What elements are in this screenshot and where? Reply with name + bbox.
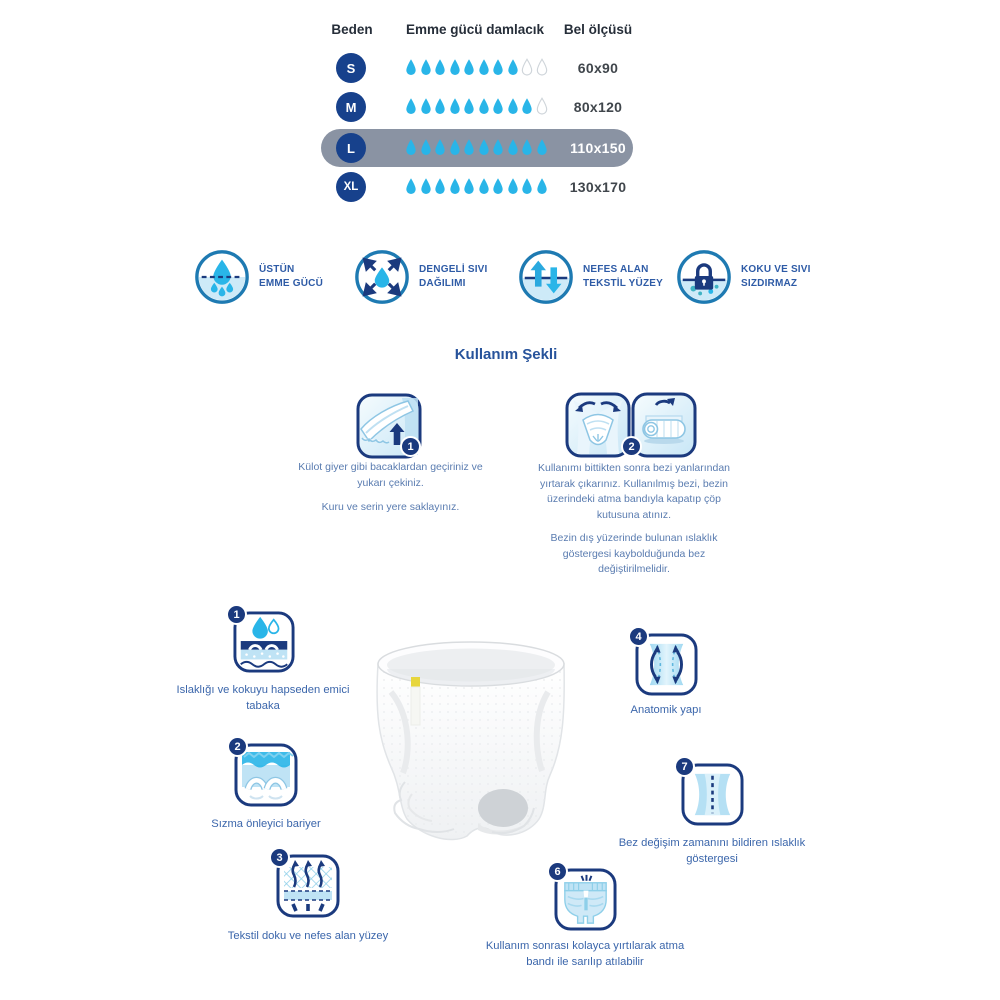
drop-filled-icon [404, 97, 418, 117]
drop-filled-icon [535, 177, 549, 197]
size-column-header: Beden [331, 22, 373, 37]
drop-filled-icon [506, 58, 520, 78]
drop-filled-icon [419, 138, 433, 158]
drop-filled-icon [433, 177, 447, 197]
step2-wetness-note: Bezin dış yüzerinde bulunan ıslaklık göstergesi kaybolduğunda bez değiştirilmelidir. [550, 532, 718, 575]
callout-number-badge: 2 [227, 736, 248, 757]
drop-filled-icon [462, 58, 476, 78]
drop-filled-icon [433, 138, 447, 158]
drop-filled-icon [520, 177, 534, 197]
drop-filled-icon [477, 138, 491, 158]
drop-filled-icon [520, 138, 534, 158]
size-badge-s: S [336, 53, 366, 83]
superior-absorbency-icon [193, 248, 251, 306]
size-row-l[interactable] [321, 129, 633, 167]
callout-number-badge: 1 [226, 604, 247, 625]
size-badge-m: M [336, 92, 366, 122]
drop-filled-icon [404, 138, 418, 158]
absorbency-drops-m [404, 97, 549, 117]
drop-filled-icon [448, 58, 462, 78]
callout-leak-barrier-label: Sızma önleyici bariyer [211, 818, 321, 830]
callout-textile-surface-label: Tekstil doku ve nefes alan yüzey [227, 930, 389, 942]
feature-label: ÜSTÜN EMME GÜCÜ [259, 264, 324, 289]
drop-filled-icon [462, 177, 476, 197]
drop-filled-icon [491, 58, 505, 78]
size-badge-xl: XL [336, 172, 366, 202]
callout-number-badge: 3 [269, 847, 290, 868]
callout-absorbent-layer [233, 608, 295, 673]
breathable-textile-icon [517, 248, 575, 306]
drop-filled-icon [506, 97, 520, 117]
step1-instructions: Külot giyer gibi bacaklardan geçiriniz ve yukarı çekiniz. [298, 461, 483, 489]
drop-filled-icon [491, 97, 505, 117]
absorbency-drops-l [404, 138, 549, 158]
absorbency-drops-xl [404, 177, 549, 197]
absorbency-drops-s [404, 58, 549, 78]
liquid-distribution-icon [353, 248, 411, 306]
step2-instructions: Kullanımı bittikten sonra bezi yanlarından yırtarak çıkarınız. Kullanılmış bezi, bezin üzerindeki atma bandıyla kapatıp çöp kutusuna atınız. [537, 462, 731, 521]
drop-filled-icon [506, 138, 520, 158]
waist-size-m: 80x120 [573, 99, 623, 115]
callout-disposal-band [554, 865, 617, 931]
usage-section-title: Kullanım Şekli [454, 346, 558, 363]
drop-filled-icon [419, 97, 433, 117]
drop-filled-icon [448, 177, 462, 197]
drop-empty-icon [535, 97, 549, 117]
drop-filled-icon [404, 177, 418, 197]
callout-number-badge: 7 [674, 756, 695, 777]
waist-size-s: 60x90 [577, 60, 619, 76]
drop-empty-icon [520, 58, 534, 78]
size-row-s[interactable] [321, 49, 633, 87]
drop-filled-icon [520, 97, 534, 117]
size-row-m[interactable] [321, 88, 633, 126]
drop-filled-icon [477, 58, 491, 78]
drop-filled-icon [419, 177, 433, 197]
drop-filled-icon [491, 138, 505, 158]
drop-filled-icon [477, 97, 491, 117]
callout-absorbent-layer-label: Islaklığı ve kokuyu hapseden emici tabaka [176, 684, 350, 712]
drop-filled-icon [462, 97, 476, 117]
size-row-xl[interactable] [321, 168, 633, 206]
callout-leak-barrier [234, 740, 298, 807]
drop-filled-icon [419, 58, 433, 78]
drop-empty-icon [535, 58, 549, 78]
absorbency-column-header: Emme gücü damlacık [405, 22, 545, 37]
step1-number-badge: 1 [400, 436, 421, 457]
feature-label: NEFES ALAN TEKSTİL YÜZEY [583, 264, 664, 289]
waist-size-xl: 130x170 [569, 179, 627, 195]
drop-filled-icon [477, 177, 491, 197]
drop-filled-icon [433, 58, 447, 78]
callout-number-badge: 6 [547, 861, 568, 882]
drop-filled-icon [404, 58, 418, 78]
step2-number-badge: 2 [621, 436, 642, 457]
drop-filled-icon [462, 138, 476, 158]
callout-number-badge: 4 [628, 626, 649, 647]
drop-filled-icon [506, 177, 520, 197]
step1-storage-note: Kuru ve serin yere saklayınız. [321, 501, 460, 513]
callout-disposal-band-label: Kullanım sonrası kolayca yırtılarak atma bandı ile sarılıp atılabilir [485, 940, 685, 968]
odor-liquid-leakproof-icon [675, 248, 733, 306]
callout-textile-surface [276, 851, 340, 918]
callout-anatomic-shape-label: Anatomik yapı [630, 704, 702, 716]
callout-anatomic-shape [635, 630, 698, 696]
callout-wetness-indicator [681, 760, 744, 826]
drop-filled-icon [535, 138, 549, 158]
drop-filled-icon [491, 177, 505, 197]
waist-size-l: 110x150 [570, 140, 626, 156]
waist-column-header: Bel ölçüsü [563, 22, 633, 37]
drop-filled-icon [448, 97, 462, 117]
product-photo [350, 622, 592, 852]
feature-label: KOKU VE SIVI SIZDIRMAZ [741, 264, 811, 289]
size-badge-l: L [336, 133, 366, 163]
callout-wetness-indicator-label: Bez değişim zamanını bildiren ıslaklık göstergesi [618, 837, 806, 865]
drop-filled-icon [448, 138, 462, 158]
feature-label: DENGELİ SIVI DAĞILIMI [419, 264, 488, 289]
drop-filled-icon [433, 97, 447, 117]
usage-step2-illustrations [565, 392, 697, 460]
